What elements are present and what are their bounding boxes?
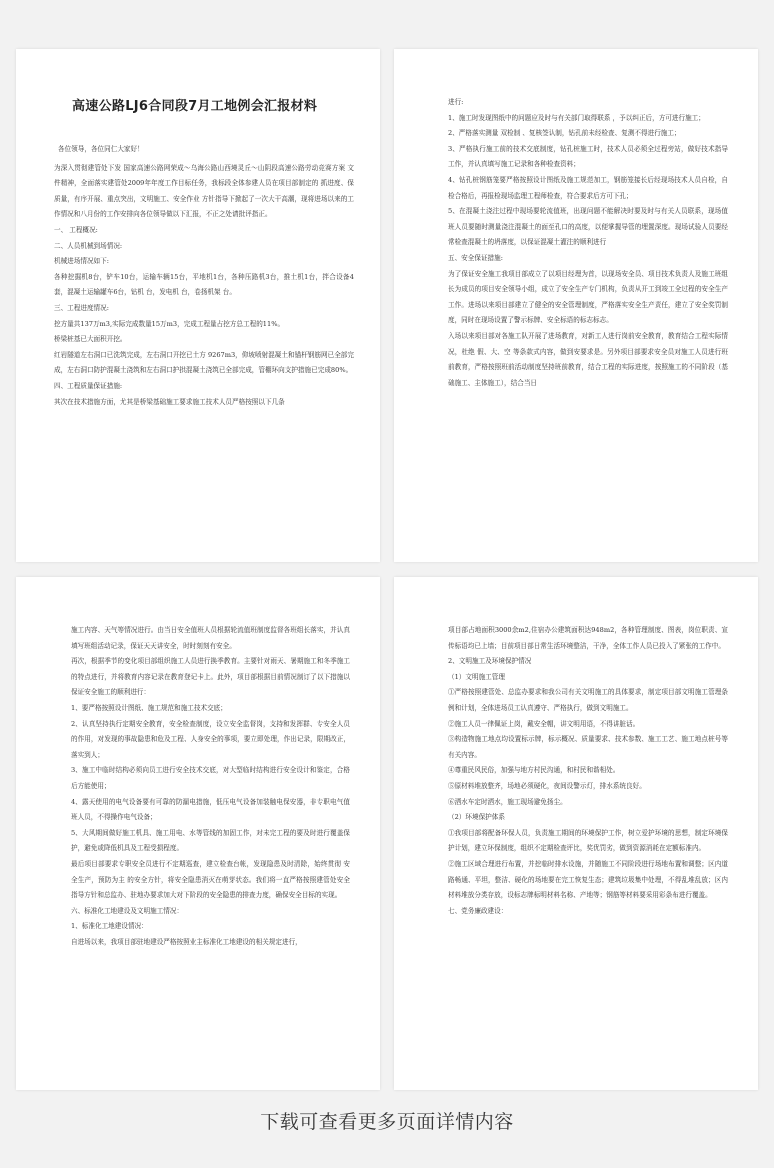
paragraph: 一、 工程概况: bbox=[54, 225, 98, 234]
paragraph: 2、文明施工及环境保护情况 bbox=[448, 657, 532, 666]
paragraph: 3、严格执行施工前的技术交底制度，钻孔桩施工时，技术人员必须全过程旁站，做好技术指导工作，并认真填写施工记录和各种检查资料； bbox=[448, 144, 728, 169]
paragraph: 四、工程质量保证措施: bbox=[54, 381, 123, 390]
paragraph: 再次，根据季节的变化项目部组织施工人员进行换季教育。主要针对雨天、暑期施工和冬季施工的特点进行，并将教育内容记录在教育登记卡上。此外，项目部根据目前情况制订了以下措施以保证安全施工的顺利进行： bbox=[71, 657, 350, 697]
paragraph: 1、要严格按照设计图纸、施工规范和施工技术交底； bbox=[71, 703, 227, 712]
paragraph: 5、在混凝土浇注过程中现场要轮流值班，出现问题不能解决时要及时与有关人员联系，现场值班人员要随时测量浇注混凝土的面至孔口的高度，以便掌握导管的埋置深度。现场试验人员要经常检查混凝土的坍落度，以保证混凝土灌注的顺利进行 bbox=[448, 207, 728, 247]
paragraph: ①严格按照建管处、总监办要求和我公司有关文明施工的具体要求，制定项目部文明施工管理条例和计划，全体进场员工认真遵守、严格执行，做到文明施工。 bbox=[448, 688, 728, 712]
paragraph: 1、标准化工地建设情况： bbox=[71, 922, 148, 931]
paragraph: 挖方量共137万m3,实际完成数量15万m3，完成工程量占挖方总工程的11%。 bbox=[54, 319, 285, 328]
paragraph: 1、施工时发现图纸中的问题应及时与有关部门取得联系 ，予以纠正后，方可进行施工； bbox=[448, 113, 705, 122]
paragraph: 二、人员机械到场情况: bbox=[54, 241, 123, 250]
paragraph: 为深入贯彻建管处下发 国家高速公路网荣成～乌海公路山西境灵丘～山阴段高速公路劳动竞赛方案 文件精神，全面落实建管处2009年年度工作目标任务，我标段全体参建人员在项目部制定的 抓进度、保质量，有序开展、重点突出，文明施工、安全作业 方针指导下掀起了一次大干高潮，现将进场以来的工作情况和八月份的工作安排向各位领导做以下汇报，不正之处请批评指正。 bbox=[54, 163, 354, 219]
paragraph: 4、钻孔桩钢筋笼要严格按照设计图纸及施工规范加工，钢筋笼接长后经现场技术人员自检，自检合格后，再报检现场监理工程师检查，符合要求后方可下孔； bbox=[448, 175, 728, 200]
document-page-1 bbox=[16, 49, 380, 562]
paragraph: ⑥洒水车定时洒水，施工现场避免扬尘。 bbox=[448, 797, 567, 806]
document-page-4 bbox=[394, 577, 758, 1090]
paragraph: ②施工区域合理进行布置，并挖临时排水设施，并随施工不同阶段进行场地布置和调整；区内道路畅通、平坦，整洁、硬化的场地要在完工恢复生态；建筑垃圾集中处理，不得乱堆乱放；区内材料堆放分类存放，设标志牌标明材料名称、产地等；钢筋等材料要采用彩条布进行覆盖。 bbox=[448, 859, 728, 900]
page-body bbox=[71, 623, 350, 950]
paragraph: （1）文明施工管理 bbox=[448, 672, 505, 681]
paragraph: 4、露天使用的电气设备要有可靠的防漏电措施，低压电气设备加装触电保安器，非专职电气值班人员，不得操作电气设备； bbox=[71, 797, 350, 822]
download-more-link[interactable]: 下载可查看更多页面详情内容 bbox=[260, 1111, 514, 1133]
page-body bbox=[54, 142, 354, 410]
paragraph: 5、大风期间做好施工机具、施工用电、水等管线的加固工作，对未完工程的要及时进行覆盖保护，避免或降低机具及工程受损程度。 bbox=[71, 828, 350, 853]
paragraph: ③构造物施工地点均设置标示牌，标示概况、质量要求、技术参数、施工工艺、施工地点桩号等有关内容。 bbox=[448, 735, 728, 759]
document-page-3 bbox=[16, 577, 380, 1090]
paragraph: 各位领导，各位同仁大家好！ bbox=[58, 145, 144, 153]
paragraph: 2、认真坚持执行定期安全教育，安全检查制度，设立安全监督岗，支持和发挥群、专安全人员的作用，对发现的事故隐患和危及工程、人身安全的事项，要立即处理，作出记录，限期改正，落实到人； bbox=[71, 719, 350, 759]
paragraph: ②施工人员一律佩证上岗，戴安全帽，讲文明用语，不得讲脏话。 bbox=[448, 719, 640, 728]
paragraph: 桥梁桩基已大面积开挖。 bbox=[54, 335, 127, 344]
paragraph: 进行: bbox=[448, 98, 464, 106]
paragraph: 为了保证安全施工我项目部成立了以项目经理为首，以现场安全员、项目技术负责人及施工班组长为成员的项目安全领导小组，成立了安全生产专门机构，负责从开工到竣工全过程的安全生产工作。进场以来项目部建立了健全的安全管理制度，严格落实安全生产责任，建立了安全奖罚制度，同时在现场设置了警示标牌、安全标语的标志标志。 bbox=[448, 269, 728, 325]
paragraph: 其次在技术措施方面，尤其是桥梁基础施工要求施工技术人员严格按照以下几条 bbox=[54, 397, 285, 406]
paragraph: 项目部占地面积3000余m2,住宿办公建筑面积达948m2，各种管理制度、图表，岗位职责、宣传标语均已上墙；目前项目部日常生活环境整洁，干净，全体工作人员已投入了紧张的工作中。 bbox=[448, 626, 728, 650]
paragraph: 最后项目部要求专职安全员进行不定期巡查，建立检查台帐，发现隐患及时清除，始终贯彻 安全生产，预防为主 的安全方针，将安全隐患消灭在萌芽状态。我们将一直严格按照建管处安全指导方针和总监办、驻地办要求加大对下阶段的安全隐患的排查力度，确保安全目标的实现。 bbox=[71, 859, 350, 900]
paragraph: 入场以来项目部对各施工队开展了进场教育，对新工人进行岗前安全教育，教育结合工程实际情况，杜绝 假、大、空 等条款式内容，做到安要求是。另外项目部要求安全员对施工人员进行班前教育，严格按照班前活动制度坚持班前教育，结合工程的实际进度，按照施工的不同阶段（基础施工、主体施工），结合当日 bbox=[448, 331, 728, 387]
paragraph: ⑤原材料堆放整齐，场地必须硬化，夜间设警示灯，排水系统良好。 bbox=[448, 781, 646, 790]
paragraph: 3、施工中临时结构必须向员工进行安全技术交底，对大型临时结构进行安全设计和鉴定，合格后方能使用； bbox=[71, 766, 350, 790]
paragraph: 红岩隧道左右洞口已洗筑完成，左右洞口开挖已土方 9267m3，仰坡喷射混凝土和锚杆钢筋网已全部完成，左右洞口防护混凝土浇筑和左右洞口护拱混凝土浇筑已全部完成，管棚环向支护措施已完成80%。 bbox=[54, 350, 354, 375]
document-page-2 bbox=[394, 49, 758, 562]
paragraph: 自进场以来，我项目部驻地建设严格按照业主标准化工地建设的相关规定进行， bbox=[71, 937, 302, 946]
paragraph: 七、党务廉政建设： bbox=[448, 906, 508, 915]
paragraph: 2、严格落实测量 双检制 、复核签认制，钻孔前未经检查、复测不得进行施工； bbox=[448, 129, 681, 138]
paragraph: 各种挖掘机8台，铲车10台，运输车辆15台，平地机1台，各种压路机3台，推土机1台，拌合设备4套，混凝土运输罐车6台，钻机 台，发电机 台，卷扬机架 台。 bbox=[54, 272, 354, 297]
paragraph: 机械进场情况如下: bbox=[54, 257, 109, 266]
paragraph: ①我项目部将配备环保人员，负责施工期间的环境保护工作，树立爱护环境的思想，制定环境保护计划，建立环保制度，组织不定期检查评比，奖优罚劣，做到资源消耗在定额标准内。 bbox=[448, 828, 728, 853]
paragraph: ④尊重民风民俗，加强与地方村民沟通，和村民和谐相处。 bbox=[448, 766, 620, 775]
paragraph: 六、标准化工地建设及文明施工情况： bbox=[71, 906, 184, 915]
paragraph: 三、工程进度情况: bbox=[54, 303, 109, 312]
paragraph: 施工内容、天气等情况进行。由当日安全值班人员根据轮流值班制度监督各班组长落实，并认真填写班组活动记录，保证天天讲安全，时时刻刻有安全。 bbox=[71, 626, 350, 650]
paragraph: （2）环境保护体系 bbox=[448, 813, 505, 822]
paragraph: 五、安全保证措施: bbox=[448, 253, 503, 262]
document-title: 高速公路LJ6合同段7月工地例会汇报材料 bbox=[72, 99, 318, 114]
page-body bbox=[448, 95, 728, 391]
page-body bbox=[448, 623, 728, 919]
